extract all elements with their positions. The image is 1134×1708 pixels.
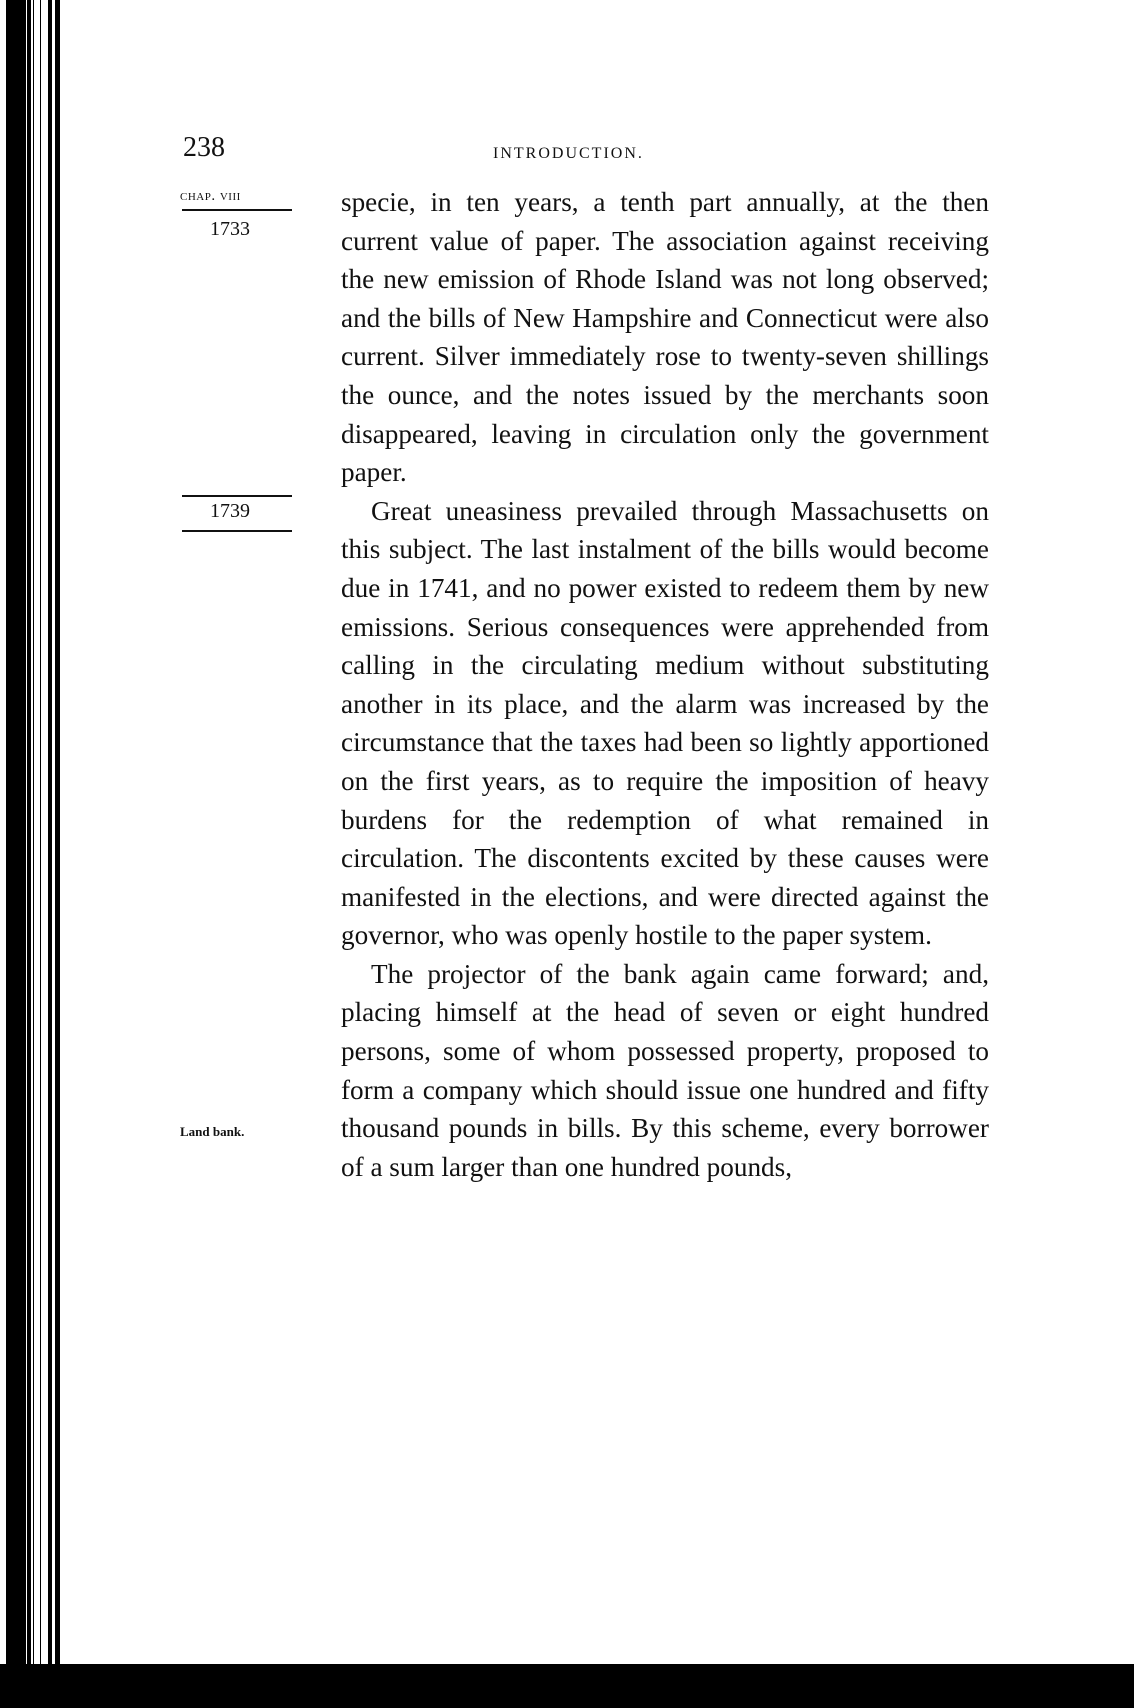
scan-edge-shadow	[6, 0, 26, 1708]
scan-edge-line	[33, 0, 34, 1700]
paragraph: The projector of the bank again came forward; and, placing himself at the head of seven or eight hundred persons, some of whom possessed property, proposed to form a company which should issue one hundred and fifty thousand pounds in bills. By this scheme, every borrower of a sum larger than one hundred pounds,	[341, 958, 989, 1182]
margin-rule	[182, 209, 292, 211]
scan-edge-line	[40, 0, 41, 1700]
chapter-marker: chap. viii	[180, 188, 241, 204]
margin-rule	[182, 530, 292, 532]
margin-year: 1733	[210, 218, 250, 240]
body-text	[341, 183, 989, 1186]
scan-edge-line	[27, 0, 31, 1700]
scan-edge-line	[48, 0, 52, 1700]
margin-year: 1739	[210, 500, 250, 522]
margin-rule	[182, 495, 292, 497]
scan-edge-line	[55, 0, 60, 1690]
running-head	[183, 132, 1013, 172]
paragraph: Great uneasiness prevailed through Massachusetts on this subject. The last instalment of the bills would become due in 1741, and no power existed to redeem them by new emissions. Serious consequences were apprehended from calling in the circulating medium without substituting another in its place, and the alarm was increased by the circumstance that the taxes had been so lightly apportioned on the first years, as to require the imposition of heavy burdens for the redemption of what remained in circulation. The discontents excited by these causes were manifested in the elections, and were directed against the governor, who was openly hostile to the paper system.	[341, 495, 989, 951]
running-head-title: INTRODUCTION.	[493, 145, 644, 162]
page-number: 238	[183, 132, 225, 163]
paragraph: specie, in ten years, a tenth part annually, at the then current value of paper. The association against receiving the new emission of Rhode Island was not long observed; and the bills of New Hampshire and Connecticut were also current. Silver immediately rose to twenty-seven shillings the ounce, and the notes issued by the merchants soon disappeared, leaving in circulation only the government paper.	[341, 187, 989, 488]
sidenote: Land bank.	[180, 1124, 245, 1139]
scan-bottom-shadow	[0, 1664, 1134, 1708]
